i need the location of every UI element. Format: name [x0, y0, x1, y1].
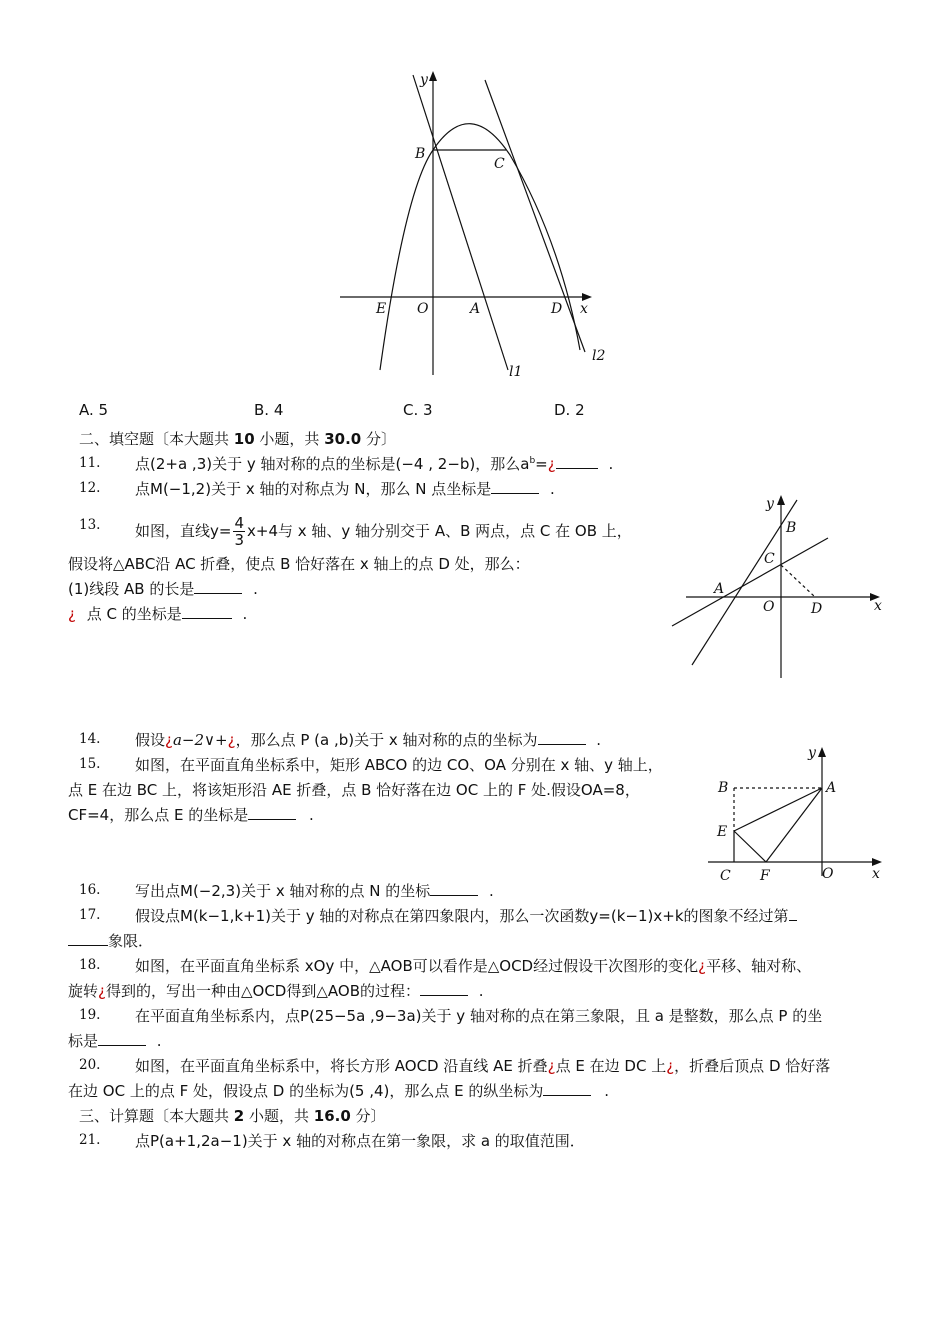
section3-heading: [79, 1105, 386, 1126]
question-11: [79, 453, 614, 473]
section3-heading-mid: 小题，共: [244, 1107, 314, 1125]
q13-frac-num: 4: [234, 514, 244, 532]
fig15-segment-fa: [766, 788, 822, 862]
q13-part1-blank[interactable]: [194, 579, 242, 594]
section2-heading-pre: 二、填空题〔本大题共: [79, 430, 234, 448]
fig15-label-e: E: [717, 824, 728, 840]
q20-body: [135, 1055, 830, 1076]
fig15-y-arrow: [818, 747, 826, 757]
q18-number: 18.: [79, 957, 101, 973]
q19-number: 19.: [79, 1007, 101, 1023]
q18-line1-a: 如图，在平面直角坐标系 xOy 中，△AOB可以看作是△OCD经过假设干次图形的变化: [135, 957, 699, 975]
fig15-label-c: C: [720, 868, 731, 884]
q18-end: .: [478, 982, 484, 1000]
q11-text-a: 点(2+a ,3)关于 y 轴对称的点的坐标是(−4 , 2−b)，那么a: [135, 455, 530, 473]
q15-line3: [68, 804, 314, 825]
fig13-y-arrow: [777, 495, 785, 505]
fig13-label-d: D: [811, 601, 823, 617]
q13-number: 13.: [79, 517, 101, 533]
q20-mark1: ¿: [547, 1057, 556, 1075]
q16-body: [135, 880, 494, 901]
q11-end: .: [608, 455, 614, 473]
q18-mark2: ¿: [98, 982, 106, 1000]
fig15-segment-ef: [734, 831, 766, 862]
q13-line1: [135, 515, 632, 548]
fig13-line-ac: [672, 538, 828, 626]
question-19: [79, 1005, 823, 1025]
q12-text: 点M(−1,2)关于 x 轴的对称点为 N，那么 N 点坐标是: [135, 480, 492, 498]
question-21: [79, 1130, 585, 1150]
q20-line2-text: 在边 OC 上的点 F 处，假设点 D 的坐标为(5 ,4)，那么点 E 的纵坐标为: [68, 1082, 544, 1100]
option-c[interactable]: C. 3: [403, 401, 433, 419]
q13-fraction: [233, 515, 245, 548]
q18-line2-b: 得到的，写出一种由△OCD得到△AOB的过程：: [105, 982, 420, 1000]
q18-mark1: ¿: [698, 957, 707, 975]
q16-number: 16.: [79, 882, 101, 898]
q17-line1: 假设点M(k−1,k+1)关于 y 轴的对称点在第四象限内，那么一次函数y=(k−1)x+k的图象不经过第: [135, 907, 789, 925]
fig13-dashed-cd: [781, 565, 815, 597]
top-label-d: D: [551, 301, 563, 317]
q13-part2-mark: ¿: [68, 605, 76, 623]
question-17: [79, 905, 789, 925]
question-18: [79, 955, 812, 975]
fig15-label-b: B: [718, 780, 729, 796]
q17-line2-text: 象限．: [108, 932, 154, 950]
top-label-c: C: [494, 156, 505, 172]
q19-line1: 在平面直角坐标系内，点P(25−5a ,9−3a)关于 y 轴对称的点在第三象限，且 a 是整数，那么点 P 的坐: [135, 1007, 823, 1025]
q15-line2: 点 E 在边 BC 上，将该矩形沿 AE 折叠，点 B 恰好落在边 OC 上的 F 处.假设OA=8，: [68, 781, 640, 799]
q14-pre: 假设: [135, 731, 166, 749]
top-y-arrow: [429, 71, 437, 81]
q15-end: .: [309, 806, 314, 824]
option-d[interactable]: D. 2: [554, 401, 585, 419]
q18-line2: [68, 980, 484, 1001]
figure-15: [700, 740, 890, 885]
q16-answer-blank[interactable]: [430, 881, 478, 896]
q13-part2-text: 点 C 的坐标是: [81, 605, 182, 623]
top-line-l1: [413, 75, 508, 370]
q13-part2: [68, 603, 247, 624]
q12-body: [135, 478, 555, 499]
q20-line2: [68, 1080, 609, 1101]
q14-body: [135, 729, 601, 750]
q12-end: .: [550, 480, 555, 498]
q13-part1-end: .: [253, 580, 258, 598]
q13-frac-den: 3: [234, 531, 244, 549]
fig13-label-o: O: [763, 599, 775, 615]
top-parabola: [380, 124, 580, 370]
section2-heading-mid: 小题，共: [254, 430, 325, 448]
option-a[interactable]: A. 5: [79, 401, 109, 419]
q13-line2: 假设将△ABC沿 AC 折叠，使点 B 恰好落在 x 轴上的点 D 处，那么：: [68, 555, 530, 573]
q16-end: .: [489, 882, 494, 900]
q17-answer-blank-a[interactable]: [789, 906, 797, 921]
section2-count: 10: [233, 430, 255, 448]
top-label-l1: l1: [509, 364, 523, 380]
q14-mid: a−2∨+: [172, 731, 228, 749]
fig15-label-x: x: [872, 866, 880, 882]
q13-part2-end: .: [242, 605, 248, 623]
q14-end: .: [596, 731, 602, 749]
section3-heading-post: 分〕: [350, 1107, 386, 1125]
q11-text: [135, 453, 613, 474]
q13-part2-blank[interactable]: [182, 604, 232, 619]
fig15-label-y: y: [808, 745, 816, 761]
q17-answer-blank-b[interactable]: [68, 931, 108, 946]
q13-part1-text: (1)线段 AB 的长是: [68, 580, 195, 598]
top-figure: [330, 65, 620, 385]
q17-line2: [68, 930, 153, 951]
top-label-x: x: [580, 301, 588, 317]
fig15-label-f: F: [760, 868, 770, 884]
q19-line2-text: 标是: [68, 1032, 99, 1050]
q19-answer-blank[interactable]: [98, 1031, 146, 1046]
section3-count: 2: [233, 1107, 245, 1125]
q19-line2: [68, 1030, 162, 1051]
top-label-e: E: [376, 301, 387, 317]
top-label-b: B: [415, 146, 426, 162]
q17-body: [135, 905, 797, 926]
q19-end: .: [156, 1032, 162, 1050]
q18-answer-blank[interactable]: [420, 981, 468, 996]
q15-answer-blank[interactable]: [248, 805, 296, 820]
question-16: [79, 880, 494, 900]
q11-answer-blank[interactable]: [556, 454, 598, 469]
section3-score: 16.0: [313, 1107, 351, 1125]
question-15: [79, 754, 663, 774]
q20-line1-c: ，折叠后顶点 D 恰好落: [674, 1057, 831, 1075]
question-12: [79, 478, 555, 498]
fig15-label-o: O: [822, 866, 834, 882]
q12-answer-blank[interactable]: [491, 479, 539, 494]
q14-answer-blank[interactable]: [538, 730, 586, 745]
question-14: [79, 729, 602, 749]
fig13-label-x: x: [874, 598, 882, 614]
q17-number: 17.: [79, 907, 101, 923]
section2-score: 30.0: [324, 430, 362, 448]
fig13-label-a: A: [714, 581, 725, 597]
q20-mark2: ¿: [666, 1057, 675, 1075]
fig13-label-b: B: [786, 520, 797, 536]
top-line-l2: [485, 80, 585, 352]
section2-heading-post: 分〕: [361, 430, 396, 448]
q14-mark2: ¿: [227, 731, 236, 749]
q15-line1: 如图，在平面直角坐标系中，矩形 ABCO 的边 CO、OA 分别在 x 轴、y 轴上，: [135, 756, 663, 774]
q16-text: 写出点M(−2,3)关于 x 轴对称的点 N 的坐标: [135, 882, 431, 900]
fig15-x-arrow: [872, 858, 882, 866]
top-label-y: y: [420, 72, 428, 88]
q20-answer-blank[interactable]: [543, 1081, 591, 1096]
q15-line3-text: CF=4，那么点 E 的坐标是: [68, 806, 249, 824]
option-b[interactable]: B. 4: [254, 401, 284, 419]
fig13-label-c: C: [764, 551, 775, 567]
q18-body: [135, 955, 811, 976]
q13-pre: 如图，直线y=: [135, 522, 232, 540]
q20-line1-b: 点 E 在边 DC 上: [555, 1057, 667, 1075]
top-label-a: A: [470, 301, 481, 317]
q20-line1-a: 如图，在平面直角坐标系中，将长方形 AOCD 沿直线 AE 折叠: [135, 1057, 548, 1075]
section2-heading: [79, 428, 396, 449]
top-label-l2: l2: [592, 348, 606, 364]
question-20: [79, 1055, 831, 1075]
top-x-arrow: [582, 293, 592, 301]
q11-text-b: =: [535, 455, 548, 473]
q11-sup: b: [529, 456, 536, 466]
q11-number: 11.: [79, 455, 101, 471]
section3-heading-pre: 三、计算题〔本大题共: [79, 1107, 234, 1125]
fig13-label-y: y: [766, 496, 774, 512]
q21-number: 21.: [79, 1132, 101, 1148]
figure-13: [665, 488, 895, 683]
fig15-label-a: A: [826, 780, 837, 796]
q14-mark1: ¿: [165, 731, 173, 749]
q14-post: ，那么点 P (a ,b)关于 x 轴对称的点的坐标为: [235, 731, 538, 749]
q20-end: .: [604, 1082, 609, 1100]
fig15-segment-ea: [734, 788, 822, 831]
question-13: [79, 514, 632, 549]
q14-number: 14.: [79, 731, 101, 747]
q21-text: 点P(a+1,2a−1)关于 x 轴的对称点在第一象限，求 a 的取值范围．: [135, 1132, 585, 1150]
q12-number: 12.: [79, 480, 101, 496]
q18-line1-b: 平移、轴对称、: [706, 957, 812, 975]
q13-part1: [68, 578, 258, 599]
q20-number: 20.: [79, 1057, 101, 1073]
top-label-o: O: [417, 301, 429, 317]
q18-line2-a: 旋转: [68, 982, 99, 1000]
q11-qmark: ¿: [547, 455, 556, 473]
q13-post: x+4与 x 轴、y 轴分别交于 A、B 两点，点 C 在 OB 上，: [247, 522, 632, 540]
q15-number: 15.: [79, 756, 101, 772]
